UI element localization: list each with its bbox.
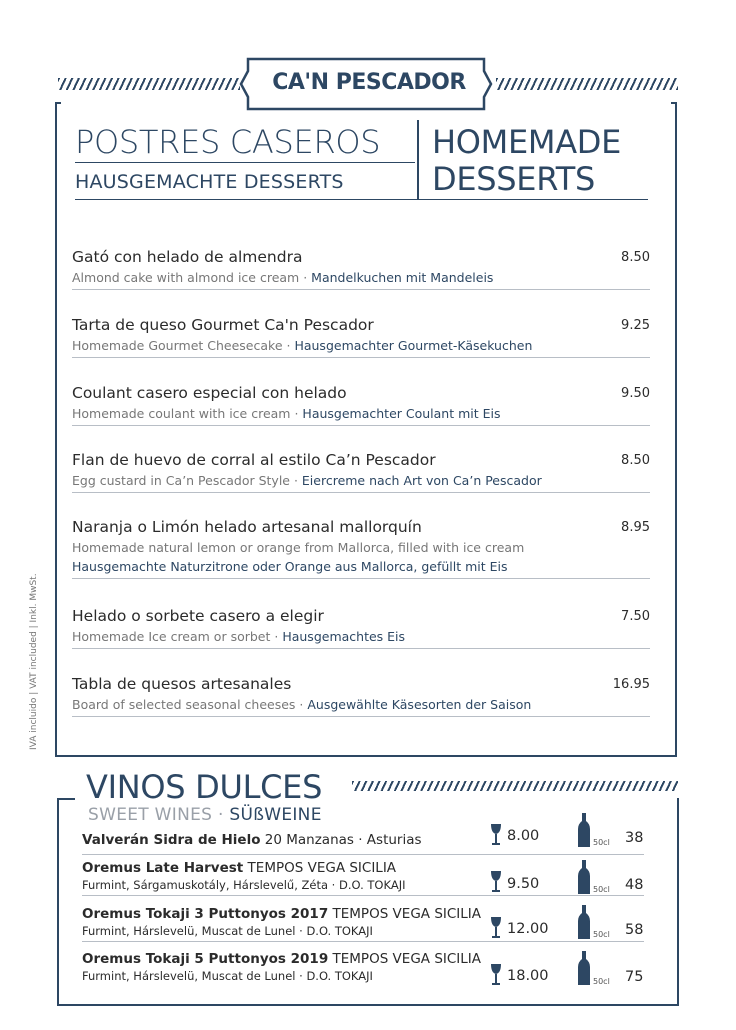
dessert-item <box>72 518 652 579</box>
item-divider <box>72 716 650 717</box>
dessert-name: Tabla de quesos artesanales <box>72 675 292 693</box>
desc-sep: · <box>289 473 302 488</box>
desc-en: Almond cake with almond ice cream <box>72 270 300 285</box>
dessert-price: 8.50 <box>621 250 650 265</box>
desc-sep: · <box>295 697 308 712</box>
bottle-icon <box>578 813 590 847</box>
bottle-price: 48 <box>625 877 644 893</box>
desc-de: Eiercreme nach Art von Ca’n Pescador <box>301 473 542 488</box>
dessert-item <box>72 384 652 426</box>
desc-en: Homemade Ice cream or sorbet <box>72 629 271 644</box>
dessert-name: Coulant casero especial con helado <box>72 384 347 402</box>
header-hatch-right <box>496 78 678 90</box>
dessert-price: 8.50 <box>621 453 650 468</box>
wine-grapes: Furmint, Hárslevelü, Muscat de Lunel · D.O. TOKAJI <box>82 924 373 938</box>
bottle-icon <box>578 951 590 985</box>
dessert-name: Helado o sorbete casero a elegir <box>72 607 324 625</box>
dessert-description <box>72 338 652 353</box>
frame-corner <box>671 102 677 104</box>
desc-de: Mandelkuchen mit Mandeleis <box>311 270 494 285</box>
dessert-description <box>72 270 652 285</box>
glass-price: 18.00 <box>507 968 549 984</box>
item-divider <box>72 357 650 358</box>
dessert-item <box>72 607 652 649</box>
wine-name <box>82 832 644 848</box>
dessert-description <box>72 697 652 712</box>
wine-name-main: Valverán Sidra de Hielo <box>82 832 261 848</box>
desserts-title-de: HAUSGEMACHTE DESSERTS <box>75 171 344 193</box>
wines-title: VINOS DULCES <box>86 768 323 806</box>
tax-note: IVA incluido | VAT included | Inkl. MwSt. <box>29 573 39 750</box>
wines-hatch <box>352 781 678 791</box>
title-divider <box>75 162 415 163</box>
desc-en: Egg custard in Ca’n Pescador Style <box>72 473 290 488</box>
dessert-price: 9.25 <box>621 318 650 333</box>
desserts-title-es: POSTRES CASEROS <box>75 123 381 161</box>
desc-en: Homemade coulant with ice cream <box>72 406 291 421</box>
wine-grapes: Furmint, Sárgamuskotály, Hárslevelű, Zéta · D.O. TOKAJI <box>82 878 406 892</box>
wine-divider <box>82 895 644 896</box>
wine-name <box>82 951 644 967</box>
wine-row <box>82 860 644 896</box>
wine-name-extra: TEMPOS VEGA SICILIA <box>243 860 397 876</box>
desc-de: Hausgemachter Coulant mit Eis <box>302 406 501 421</box>
item-divider <box>72 289 650 290</box>
frame-corner <box>55 102 61 104</box>
dessert-price: 8.95 <box>621 520 650 535</box>
bottle-price: 58 <box>625 922 644 938</box>
wines-sub-sep: · <box>212 805 230 825</box>
item-divider <box>72 425 650 426</box>
bottle-icon <box>578 905 590 939</box>
desc-sep: · <box>270 629 283 644</box>
dessert-description <box>72 406 652 421</box>
bottle-icon <box>578 860 590 894</box>
dessert-name: Naranja o Limón helado artesanal mallorquín <box>72 518 422 536</box>
desc-de: Hausgemachtes Eis <box>282 629 406 644</box>
wine-name-extra: TEMPOS VEGA SICILIA <box>328 906 482 922</box>
wine-name-main: Oremus Tokaji 5 Puttonyos 2019 <box>82 951 329 967</box>
glass-price: 9.50 <box>507 876 540 892</box>
dessert-price: 7.50 <box>621 609 650 624</box>
bottle-size: 50cl <box>593 930 610 939</box>
header-hatch-left <box>58 78 240 90</box>
dessert-name: Flan de huevo de corral al estilo Ca’n Pescador <box>72 451 436 469</box>
wine-divider <box>82 941 644 942</box>
frame-corner <box>57 798 75 800</box>
desserts-title-en-1: HOMEMADE <box>432 123 622 161</box>
dessert-price: 16.95 <box>612 677 650 692</box>
item-divider <box>72 578 650 579</box>
desserts-frame <box>55 102 677 757</box>
wines-subtitle <box>88 805 322 825</box>
wine-name-main: Oremus Late Harvest <box>82 860 244 876</box>
wine-glass-icon <box>490 824 502 846</box>
title-underline <box>75 199 648 200</box>
dessert-description <box>72 629 652 644</box>
wine-glass-icon <box>490 871 502 893</box>
dessert-item <box>72 675 652 717</box>
desc-en: Homemade Gourmet Cheesecake <box>72 338 283 353</box>
wine-row <box>82 951 644 983</box>
wines-sub-de: SÜßWEINE <box>229 805 322 825</box>
wines-sub-en: SWEET WINES <box>88 805 213 825</box>
dessert-name: Tarta de queso Gourmet Ca'n Pescador <box>72 316 374 334</box>
dessert-price: 9.50 <box>621 386 650 401</box>
wine-name-extra: TEMPOS VEGA SICILIA <box>328 951 482 967</box>
bottle-size: 50cl <box>593 977 610 986</box>
wine-row <box>82 906 644 942</box>
dessert-item <box>72 316 652 358</box>
desc-sep: · <box>299 270 312 285</box>
dessert-name: Gató con helado de almendra <box>72 248 303 266</box>
wine-name <box>82 906 644 922</box>
desc-en: Board of selected seasonal cheeses <box>72 697 296 712</box>
glass-price: 12.00 <box>507 921 549 937</box>
desserts-title-en-2: DESSERTS <box>432 160 596 198</box>
desc-de: Hausgemachter Gourmet-Käsekuchen <box>294 338 533 353</box>
glass-price: 8.00 <box>507 828 540 844</box>
wine-name <box>82 860 644 876</box>
item-divider <box>72 648 650 649</box>
bottle-price: 38 <box>625 830 644 846</box>
desc-sep: · <box>282 338 295 353</box>
bottle-size: 50cl <box>593 838 610 847</box>
item-divider <box>72 492 650 493</box>
wine-glass-icon <box>490 917 502 939</box>
dessert-item <box>72 451 652 493</box>
wine-row <box>82 832 644 855</box>
wine-glass-icon <box>490 964 502 986</box>
wine-name-main: Oremus Tokaji 3 Puttonyos 2017 <box>82 906 329 922</box>
brand-name: CA'N PESCADOR <box>272 70 466 95</box>
dessert-description-en: Homemade natural lemon or orange from Mallorca, filled with ice cream <box>72 540 525 555</box>
dessert-item <box>72 248 652 290</box>
desc-de: Ausgewählte Käsesorten der Saison <box>307 697 532 712</box>
bottle-price: 75 <box>625 969 644 985</box>
dessert-description <box>72 473 652 488</box>
wine-name-extra: 20 Manzanas · Asturias <box>260 832 422 848</box>
wine-grapes: Furmint, Hárslevelü, Muscat de Lunel · D.O. TOKAJI <box>82 969 373 983</box>
bottle-size: 50cl <box>593 885 610 894</box>
dessert-description-de: Hausgemachte Naturzitrone oder Orange aus Mallorca, gefüllt mit Eis <box>72 559 508 574</box>
desc-sep: · <box>290 406 303 421</box>
title-vertical-divider <box>417 120 419 200</box>
wine-divider <box>82 854 644 855</box>
